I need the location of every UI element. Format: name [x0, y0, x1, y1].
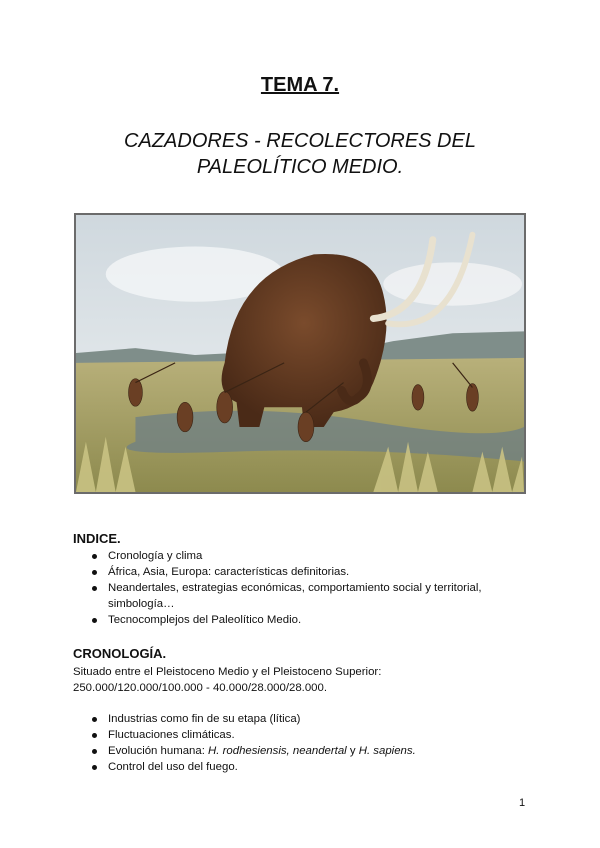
mammoth-hunt-illustration	[74, 213, 526, 494]
list-item: Evolución humana: H. rodhesiensis, neandertal y H. sapiens.	[92, 743, 522, 759]
page-number: 1	[519, 797, 526, 809]
indice-list	[92, 548, 522, 628]
cronologia-list	[92, 711, 522, 775]
cronologia-line-1: Situado entre el Pleistoceno Medio y el Pleistoceno Superior:	[73, 666, 382, 678]
list-item: Tecnocomplejos del Paleolítico Medio.	[92, 612, 522, 628]
bullet-icon	[92, 618, 97, 623]
list-item: África, Asia, Europa: características definitorias.	[92, 564, 522, 580]
cronologia-heading: CRONOLOGÍA.	[73, 646, 167, 661]
cronologia-text	[73, 664, 381, 696]
bullet-icon	[92, 733, 97, 738]
bullet-icon	[92, 765, 97, 770]
list-item: Fluctuaciones climáticas.	[92, 727, 522, 743]
cronologia-line-2: 250.000/120.000/100.000 - 40.000/28.000/28.000.	[73, 682, 327, 694]
mammoth-hunt-image	[76, 215, 524, 492]
bullet-icon	[92, 554, 97, 559]
page-title: TEMA 7.	[260, 74, 340, 96]
list-item: Neandertales, estrategias económicas, comportamiento social y territorial, simbología…	[92, 580, 522, 612]
bullet-icon	[92, 749, 97, 754]
subtitle-line-1: CAZADORES - RECOLECTORES DEL	[124, 130, 476, 152]
bullet-icon	[92, 570, 97, 575]
bullet-icon	[92, 586, 97, 591]
subtitle-line-2: PALEOLÍTICO MEDIO.	[196, 156, 404, 178]
list-item: Industrias como fin de su etapa (lítica)	[92, 711, 522, 727]
indice-heading: INDICE.	[73, 531, 121, 546]
list-item: Control del uso del fuego.	[92, 759, 522, 775]
bullet-icon	[92, 717, 97, 722]
page-subtitle	[0, 128, 600, 180]
list-item: Cronología y clima	[92, 548, 522, 564]
